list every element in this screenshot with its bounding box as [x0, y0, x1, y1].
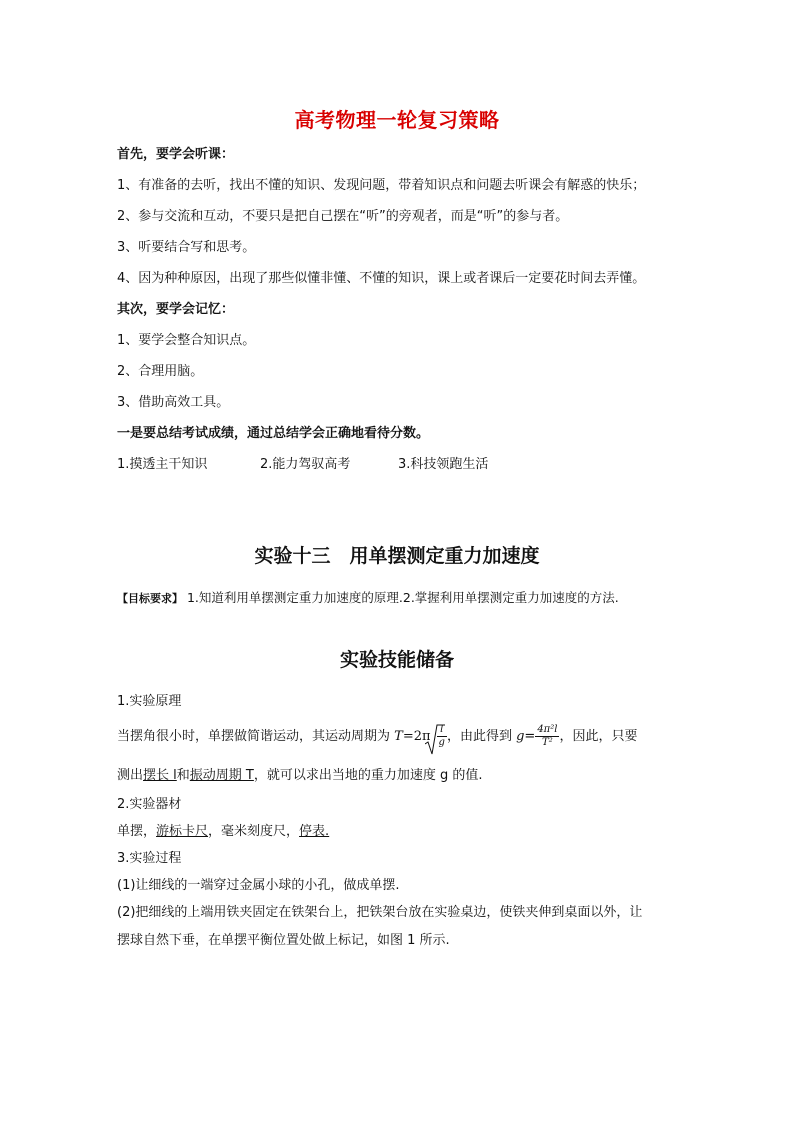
section-heading-summary: 一是要总结考试成绩，通过总结学会正确地看待分数。	[117, 426, 430, 441]
page-title: 高考物理一轮复习策略	[294, 108, 500, 132]
list-item: 3、借助高效工具。	[117, 395, 230, 410]
goal-text: 1.知道利用单摆测定重力加速度的原理.2.掌握利用单摆测定重力加速度的方法.	[183, 590, 619, 605]
section-subtitle: 实验技能储备	[339, 649, 454, 671]
text: ，就可以求出当地的重力加速度 g 的值.	[253, 768, 483, 783]
experiment-title: 实验十三 用单摆测定重力加速度	[254, 545, 540, 567]
underlined-term: 停表.	[299, 824, 330, 839]
numerator: l	[437, 724, 447, 737]
fraction-4pi2l-T2	[535, 724, 559, 749]
sqrt-l-over-g	[433, 724, 447, 749]
equipment-line	[117, 824, 329, 840]
goal-line	[117, 590, 619, 607]
text: 测出	[117, 768, 144, 783]
radical-sign	[425, 724, 445, 756]
principle-line-1: 当摆角很小时，单摆做简谐运动，其运动周期为 T=2π $\frac{l}{g}$ ，由此得到 g= $\frac{\text{4π²l}}{\text{T²}}$ ，因此，只要	[117, 722, 637, 762]
list-item: 1、要学会整合知识点。	[117, 333, 256, 348]
formula-T-eq: =2π	[402, 729, 431, 744]
underlined-term: 摆长 l	[143, 768, 177, 783]
formula-T: T	[394, 729, 403, 744]
principle-heading: 1.实验原理	[117, 694, 182, 709]
list-item: 4、因为种种原因，出现了那些似懂非懂、不懂的知识，课上或者课后一定要花时间去弄懂。	[117, 271, 646, 286]
text: 和	[176, 768, 190, 783]
underlined-term: 振动周期 T	[189, 768, 254, 783]
denominator: T²	[542, 737, 553, 748]
list-item: 1、有准备的去听，找出不懂的知识、发现问题，带着知识点和问题去听课会有解惑的快乐；	[117, 178, 646, 193]
process-step: (2)把细线的上端用铁夹固定在铁架台上，把铁架台放在实验桌边，使铁夹伸到桌面以外，让	[117, 905, 643, 920]
text: 单摆，	[117, 824, 157, 839]
text: 当摆角很小时，单摆做简谐运动，其运动周期为	[117, 729, 395, 744]
process-step: (1)让细线的一端穿过金属小球的小孔，做成单摆.	[117, 878, 400, 893]
tip-item: 2.能力驾驭高考	[260, 457, 351, 472]
formula-g: g	[516, 729, 525, 744]
tip-item: 1.摸透主干知识	[117, 457, 208, 472]
principle-line-2	[117, 768, 483, 784]
text: ，因此，只要	[559, 729, 638, 744]
list-item: 3、听要结合写和思考。	[117, 240, 256, 255]
list-item: 2、合理用脑。	[117, 364, 204, 379]
equipment-heading: 2.实验器材	[117, 797, 182, 812]
goal-tag: 【目标要求】	[117, 592, 183, 605]
section-heading-memory: 其次，要学会记忆：	[117, 302, 235, 317]
text: ，由此得到	[446, 729, 517, 744]
underlined-term: 游标卡尺	[156, 824, 209, 839]
tips-row	[117, 457, 488, 473]
process-heading: 3.实验过程	[117, 851, 182, 866]
denominator: g	[438, 737, 445, 748]
tip-item: 3.科技领跑生活	[398, 457, 489, 472]
process-step-cont: 摆球自然下垂，在单摆平衡位置处做上标记，如图 1 所示.	[117, 933, 450, 948]
numerator: 4π²l	[537, 724, 558, 735]
list-item: 2、参与交流和互动，不要只是把自己摆在“听”的旁观者，而是“听”的参与者。	[117, 209, 569, 224]
text: ，毫米刻度尺，	[208, 824, 300, 839]
section-heading-listening: 首先，要学会听课：	[117, 147, 235, 162]
